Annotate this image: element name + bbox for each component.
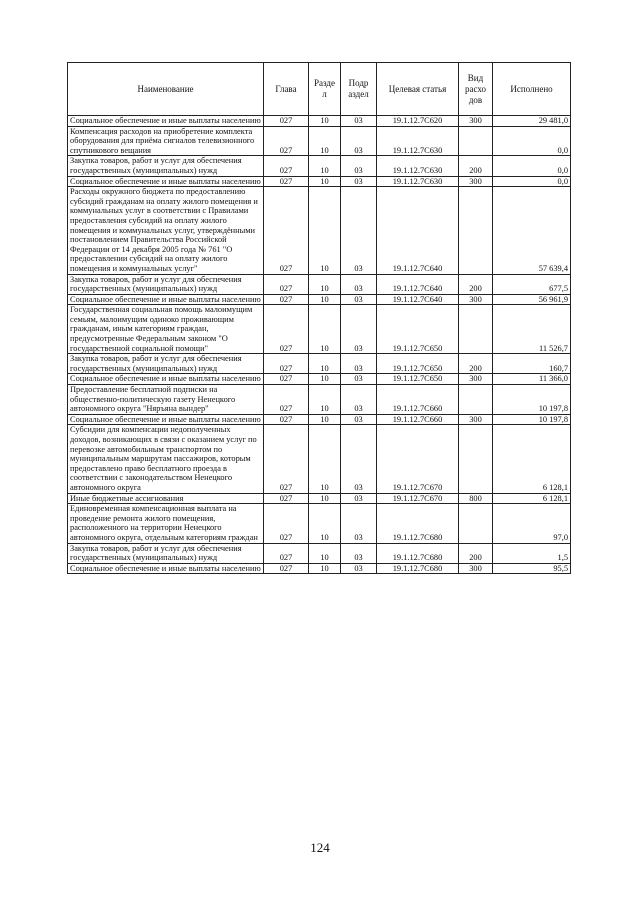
row-section-cell: 10 xyxy=(309,156,341,176)
table-row xyxy=(68,274,571,294)
row-target-cell: 19.1.12.7С630 xyxy=(377,126,459,156)
row-subsection-cell: 03 xyxy=(341,425,377,493)
row-chapter-cell: 027 xyxy=(264,543,309,563)
row-section-cell: 10 xyxy=(309,385,341,415)
row-name-cell: Социальное обеспечение и иные выплаты населению xyxy=(68,563,264,574)
row-target-cell: 19.1.12.7С620 xyxy=(377,116,459,127)
header-name: Наименование xyxy=(68,63,264,116)
table-row xyxy=(68,374,571,385)
row-amount-cell: 10 197,8 xyxy=(493,385,571,415)
row-amount-cell: 6 128,1 xyxy=(493,493,571,504)
table-row xyxy=(68,543,571,563)
row-target-cell: 19.1.12.7С640 xyxy=(377,187,459,274)
table-row xyxy=(68,305,571,354)
row-amount-cell: 160,7 xyxy=(493,354,571,374)
row-section-cell: 10 xyxy=(309,176,341,187)
row-section-cell: 10 xyxy=(309,504,341,543)
row-exp-type-cell xyxy=(459,305,493,354)
header-target: Целевая статья xyxy=(377,63,459,116)
row-target-cell: 19.1.12.7С650 xyxy=(377,305,459,354)
row-exp-type-cell: 300 xyxy=(459,374,493,385)
row-name-cell: Субсидии для компенсации недополученных доходов, возникающих в связи с оказанием услуг по перевозке автомобильным транспортом по муниципальным маршрутам пассажиров, которым предоставлено право бесплатного проезда в соответствии с законодательством Ненецкого автономного округа xyxy=(68,425,264,493)
row-target-cell: 19.1.12.7С670 xyxy=(377,425,459,493)
row-target-cell: 19.1.12.7С640 xyxy=(377,274,459,294)
row-name-cell: Социальное обеспечение и иные выплаты населению xyxy=(68,176,264,187)
row-exp-type-cell: 200 xyxy=(459,354,493,374)
row-subsection-cell: 03 xyxy=(341,156,377,176)
row-chapter-cell: 027 xyxy=(264,414,309,425)
row-target-cell: 19.1.12.7С660 xyxy=(377,414,459,425)
row-amount-cell: 6 128,1 xyxy=(493,425,571,493)
row-amount-cell: 677,5 xyxy=(493,274,571,294)
budget-execution-table xyxy=(67,62,571,574)
table-row xyxy=(68,294,571,305)
row-amount-cell: 11 366,0 xyxy=(493,374,571,385)
row-amount-cell: 95,5 xyxy=(493,563,571,574)
row-subsection-cell: 03 xyxy=(341,504,377,543)
row-subsection-cell: 03 xyxy=(341,414,377,425)
row-chapter-cell: 027 xyxy=(264,385,309,415)
row-target-cell: 19.1.12.7С660 xyxy=(377,385,459,415)
row-section-cell: 10 xyxy=(309,116,341,127)
row-chapter-cell: 027 xyxy=(264,493,309,504)
row-target-cell: 19.1.12.7С680 xyxy=(377,563,459,574)
row-name-cell: Социальное обеспечение и иные выплаты населению xyxy=(68,374,264,385)
row-chapter-cell: 027 xyxy=(264,274,309,294)
header-section: Разде л xyxy=(309,63,341,116)
row-section-cell: 10 xyxy=(309,274,341,294)
row-exp-type-cell: 200 xyxy=(459,156,493,176)
row-exp-type-cell: 300 xyxy=(459,116,493,127)
row-section-cell: 10 xyxy=(309,414,341,425)
row-name-cell: Социальное обеспечение и иные выплаты населению xyxy=(68,414,264,425)
row-subsection-cell: 03 xyxy=(341,543,377,563)
row-name-cell: Социальное обеспечение и иные выплаты населению xyxy=(68,116,264,127)
row-subsection-cell: 03 xyxy=(341,374,377,385)
row-exp-type-cell: 300 xyxy=(459,294,493,305)
row-chapter-cell: 027 xyxy=(264,176,309,187)
row-target-cell: 19.1.12.7С630 xyxy=(377,156,459,176)
row-exp-type-cell: 200 xyxy=(459,274,493,294)
row-subsection-cell: 03 xyxy=(341,493,377,504)
row-amount-cell: 57 639,4 xyxy=(493,187,571,274)
row-target-cell: 19.1.12.7С640 xyxy=(377,294,459,305)
table-row xyxy=(68,187,571,274)
table-row xyxy=(68,385,571,415)
row-amount-cell: 56 961,9 xyxy=(493,294,571,305)
row-exp-type-cell: 300 xyxy=(459,563,493,574)
row-exp-type-cell xyxy=(459,425,493,493)
row-subsection-cell: 03 xyxy=(341,354,377,374)
header-executed: Исполнено xyxy=(493,63,571,116)
page-number: 124 xyxy=(310,840,330,855)
row-section-cell: 10 xyxy=(309,305,341,354)
row-target-cell: 19.1.12.7С680 xyxy=(377,543,459,563)
row-section-cell: 10 xyxy=(309,563,341,574)
row-name-cell: Иные бюджетные ассигнования xyxy=(68,493,264,504)
row-name-cell: Закупка товаров, работ и услуг для обеспечения государственных (муниципальных) нужд xyxy=(68,156,264,176)
row-amount-cell: 0,0 xyxy=(493,176,571,187)
row-chapter-cell: 027 xyxy=(264,187,309,274)
row-subsection-cell: 03 xyxy=(341,563,377,574)
row-section-cell: 10 xyxy=(309,543,341,563)
row-chapter-cell: 027 xyxy=(264,374,309,385)
row-subsection-cell: 03 xyxy=(341,305,377,354)
header-subsection: Подр аздел xyxy=(341,63,377,116)
row-subsection-cell: 03 xyxy=(341,116,377,127)
header-exp-type: Вид расхо дов xyxy=(459,63,493,116)
row-chapter-cell: 027 xyxy=(264,126,309,156)
row-section-cell: 10 xyxy=(309,425,341,493)
row-chapter-cell: 027 xyxy=(264,504,309,543)
row-exp-type-cell: 200 xyxy=(459,543,493,563)
row-amount-cell: 11 526,7 xyxy=(493,305,571,354)
row-name-cell: Расходы окружного бюджета по предоставлению субсидий гражданам на оплату жилого помещения и коммунальных услуг в соответствии с Правилами предоставления субсидий на оплату жилого помещения и коммунальных услуг, утверждёнными постановлением Правительства Российской Федерации от 14 декабря 2005 года № 761 "О предоставлении субсидий на оплату жилого помещения и коммунальных услуг" xyxy=(68,187,264,274)
row-name-cell: Государственная социальная помощь малоимущим семьям, малоимущим одиноко проживающим гражданам, иным категориям граждан, предусмотренные Федеральным законом "О государственной социальной помощи" xyxy=(68,305,264,354)
row-exp-type-cell: 300 xyxy=(459,176,493,187)
row-target-cell: 19.1.12.7С650 xyxy=(377,374,459,385)
table-row xyxy=(68,116,571,127)
row-amount-cell: 0,0 xyxy=(493,126,571,156)
row-subsection-cell: 03 xyxy=(341,274,377,294)
row-name-cell: Закупка товаров, работ и услуг для обеспечения государственных (муниципальных) нужд xyxy=(68,354,264,374)
row-section-cell: 10 xyxy=(309,187,341,274)
row-section-cell: 10 xyxy=(309,126,341,156)
row-name-cell: Компенсация расходов на приобретение комплекта оборудования для приёма сигналов телевизионного спутникового вещания xyxy=(68,126,264,156)
row-name-cell: Предоставление бесплатной подписки на общественно-политическую газету Ненецкого автономного округа "Няръяна вындер" xyxy=(68,385,264,415)
table-row xyxy=(68,563,571,574)
row-amount-cell: 29 481,0 xyxy=(493,116,571,127)
row-chapter-cell: 027 xyxy=(264,354,309,374)
row-subsection-cell: 03 xyxy=(341,126,377,156)
row-target-cell: 19.1.12.7С680 xyxy=(377,504,459,543)
row-target-cell: 19.1.12.7С670 xyxy=(377,493,459,504)
table-row xyxy=(68,493,571,504)
row-chapter-cell: 027 xyxy=(264,305,309,354)
row-exp-type-cell xyxy=(459,126,493,156)
table-header-row xyxy=(68,63,571,116)
row-name-cell: Единовременная компенсационная выплата на проведение ремонта жилого помещения, расположенного на территории Ненецкого автономного округа, отдельным категориям граждан xyxy=(68,504,264,543)
row-name-cell: Закупка товаров, работ и услуг для обеспечения государственных (муниципальных) нужд xyxy=(68,274,264,294)
row-subsection-cell: 03 xyxy=(341,176,377,187)
row-exp-type-cell xyxy=(459,504,493,543)
row-chapter-cell: 027 xyxy=(264,156,309,176)
row-subsection-cell: 03 xyxy=(341,385,377,415)
row-amount-cell: 1,5 xyxy=(493,543,571,563)
row-subsection-cell: 03 xyxy=(341,294,377,305)
table-row xyxy=(68,126,571,156)
row-exp-type-cell: 300 xyxy=(459,414,493,425)
row-amount-cell: 97,0 xyxy=(493,504,571,543)
row-section-cell: 10 xyxy=(309,294,341,305)
row-exp-type-cell xyxy=(459,187,493,274)
table-body xyxy=(68,116,571,574)
row-section-cell: 10 xyxy=(309,374,341,385)
row-section-cell: 10 xyxy=(309,354,341,374)
row-name-cell: Закупка товаров, работ и услуг для обеспечения государственных (муниципальных) нужд xyxy=(68,543,264,563)
table-row xyxy=(68,504,571,543)
row-target-cell: 19.1.12.7С630 xyxy=(377,176,459,187)
row-chapter-cell: 027 xyxy=(264,425,309,493)
table-row xyxy=(68,354,571,374)
row-amount-cell: 0,0 xyxy=(493,156,571,176)
row-subsection-cell: 03 xyxy=(341,187,377,274)
row-chapter-cell: 027 xyxy=(264,116,309,127)
row-exp-type-cell: 800 xyxy=(459,493,493,504)
row-amount-cell: 10 197,8 xyxy=(493,414,571,425)
row-chapter-cell: 027 xyxy=(264,563,309,574)
table-row xyxy=(68,176,571,187)
row-exp-type-cell xyxy=(459,385,493,415)
row-name-cell: Социальное обеспечение и иные выплаты населению xyxy=(68,294,264,305)
table-row xyxy=(68,425,571,493)
row-chapter-cell: 027 xyxy=(264,294,309,305)
table-row xyxy=(68,156,571,176)
row-section-cell: 10 xyxy=(309,493,341,504)
header-chapter: Глава xyxy=(264,63,309,116)
row-target-cell: 19.1.12.7С650 xyxy=(377,354,459,374)
table-row xyxy=(68,414,571,425)
